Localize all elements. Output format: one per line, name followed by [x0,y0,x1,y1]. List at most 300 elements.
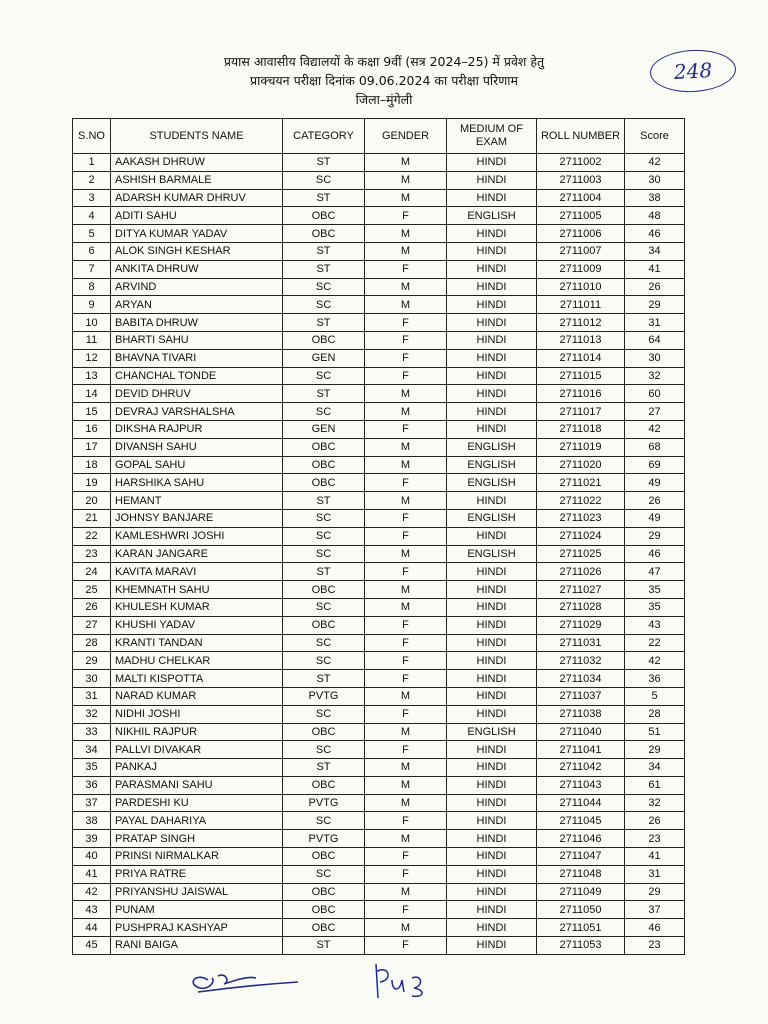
student-name-cell: DIVANSH SAHU [111,438,283,456]
medium-cell: HINDI [447,937,537,955]
serial-number-cell: 10 [73,314,111,332]
gender-cell: M [365,403,447,421]
medium-cell: HINDI [447,883,537,901]
gender-cell: F [365,848,447,866]
table-row [73,349,685,367]
table-row [73,883,685,901]
serial-number-cell: 20 [73,492,111,510]
roll-number-cell: 2711040 [537,723,625,741]
gender-cell: F [365,616,447,634]
gender-cell: M [365,154,447,172]
gender-cell: F [365,527,447,545]
category-cell: OBC [283,776,365,794]
roll-number-cell: 2711013 [537,331,625,349]
serial-number-cell: 5 [73,225,111,243]
category-cell: ST [283,385,365,403]
medium-cell: HINDI [447,171,537,189]
score-cell: 29 [625,883,685,901]
category-cell: ST [283,492,365,510]
student-name-cell: PARDESHI KU [111,794,283,812]
roll-number-cell: 2711044 [537,794,625,812]
student-name-cell: CHANCHAL TONDE [111,367,283,385]
medium-cell: HINDI [447,848,537,866]
column-header: STUDENTS NAME [111,119,283,154]
student-name-cell: PUNAM [111,901,283,919]
gender-cell: M [365,830,447,848]
serial-number-cell: 11 [73,331,111,349]
score-cell: 49 [625,509,685,527]
medium-cell: ENGLISH [447,545,537,563]
category-cell: OBC [283,723,365,741]
score-cell: 46 [625,225,685,243]
category-cell: PVTG [283,830,365,848]
gender-cell: F [365,865,447,883]
serial-number-cell: 7 [73,260,111,278]
medium-cell: HINDI [447,367,537,385]
student-name-cell: ARVIND [111,278,283,296]
gender-cell: F [365,207,447,225]
student-name-cell: ARYAN [111,296,283,314]
gender-cell: F [365,652,447,670]
student-name-cell: HEMANT [111,492,283,510]
gender-cell: F [365,741,447,759]
serial-number-cell: 35 [73,759,111,777]
roll-number-cell: 2711021 [537,474,625,492]
medium-cell: HINDI [447,812,537,830]
table-body [73,154,685,955]
student-name-cell: ANKITA DHRUW [111,260,283,278]
gender-cell: M [365,296,447,314]
student-name-cell: BHAVNA TIVARI [111,349,283,367]
category-cell: ST [283,670,365,688]
serial-number-cell: 40 [73,848,111,866]
medium-cell: HINDI [447,154,537,172]
medium-cell: HINDI [447,865,537,883]
category-cell: SC [283,812,365,830]
score-cell: 46 [625,545,685,563]
student-name-cell: MALTI KISPOTTA [111,670,283,688]
medium-cell: HINDI [447,598,537,616]
roll-number-cell: 2711034 [537,670,625,688]
serial-number-cell: 29 [73,652,111,670]
category-cell: OBC [283,456,365,474]
student-name-cell: KARAN JANGARE [111,545,283,563]
score-cell: 30 [625,349,685,367]
page-number-stamp: 248 [649,48,737,94]
student-name-cell: MADHU CHELKAR [111,652,283,670]
medium-cell: HINDI [447,278,537,296]
medium-cell: HINDI [447,492,537,510]
roll-number-cell: 2711038 [537,705,625,723]
score-cell: 26 [625,492,685,510]
medium-cell: HINDI [447,189,537,207]
gender-cell: M [365,776,447,794]
medium-cell: HINDI [447,581,537,599]
table-row [73,154,685,172]
gender-cell: F [365,474,447,492]
category-cell: GEN [283,349,365,367]
serial-number-cell: 19 [73,474,111,492]
header-district-line: जिला–मुंगेली [355,92,413,107]
gender-cell: F [365,901,447,919]
student-name-cell: KHEMNATH SAHU [111,581,283,599]
table-row [73,865,685,883]
table-row [73,705,685,723]
serial-number-cell: 22 [73,527,111,545]
score-cell: 23 [625,830,685,848]
roll-number-cell: 2711046 [537,830,625,848]
table-row [73,456,685,474]
score-cell: 29 [625,296,685,314]
table-row [73,670,685,688]
results-table [72,118,685,955]
medium-cell: HINDI [447,652,537,670]
student-name-cell: BABITA DHRUW [111,314,283,332]
roll-number-cell: 2711006 [537,225,625,243]
category-cell: OBC [283,616,365,634]
table-row [73,171,685,189]
category-cell: ST [283,937,365,955]
score-cell: 46 [625,919,685,937]
score-cell: 34 [625,242,685,260]
medium-cell: HINDI [447,616,537,634]
roll-number-cell: 2711017 [537,403,625,421]
category-cell: OBC [283,581,365,599]
serial-number-cell: 21 [73,509,111,527]
student-name-cell: AAKASH DHRUW [111,154,283,172]
student-name-cell: NIDHI JOSHI [111,705,283,723]
gender-cell: M [365,794,447,812]
score-cell: 28 [625,705,685,723]
serial-number-cell: 28 [73,634,111,652]
medium-cell: ENGLISH [447,207,537,225]
score-cell: 60 [625,385,685,403]
table-row [73,901,685,919]
student-name-cell: PARASMANI SAHU [111,776,283,794]
medium-cell: HINDI [447,919,537,937]
student-name-cell: BHARTI SAHU [111,331,283,349]
table-row [73,794,685,812]
signature-right [368,958,438,1002]
gender-cell: F [365,331,447,349]
roll-number-cell: 2711043 [537,776,625,794]
table-row [73,616,685,634]
table-row [73,260,685,278]
gender-cell: F [365,349,447,367]
roll-number-cell: 2711037 [537,687,625,705]
roll-number-cell: 2711019 [537,438,625,456]
serial-number-cell: 13 [73,367,111,385]
student-name-cell: DEVRAJ VARSHALSHA [111,403,283,421]
serial-number-cell: 26 [73,598,111,616]
column-header: MEDIUM OF EXAM [447,119,537,154]
score-cell: 47 [625,563,685,581]
score-cell: 61 [625,776,685,794]
medium-cell: HINDI [447,901,537,919]
table-row [73,474,685,492]
medium-cell: HINDI [447,563,537,581]
serial-number-cell: 42 [73,883,111,901]
student-name-cell: PUSHPRAJ KASHYAP [111,919,283,937]
table-row [73,723,685,741]
medium-cell: HINDI [447,296,537,314]
table-row [73,545,685,563]
score-cell: 31 [625,865,685,883]
roll-number-cell: 2711011 [537,296,625,314]
student-name-cell: JOHNSY BANJARE [111,509,283,527]
score-cell: 69 [625,456,685,474]
score-cell: 42 [625,154,685,172]
column-header: S.NO [73,119,111,154]
score-cell: 30 [625,171,685,189]
serial-number-cell: 6 [73,242,111,260]
student-name-cell: DITYA KUMAR YADAV [111,225,283,243]
score-cell: 43 [625,616,685,634]
gender-cell: M [365,438,447,456]
serial-number-cell: 24 [73,563,111,581]
table-row [73,598,685,616]
medium-cell: HINDI [447,385,537,403]
student-name-cell: NIKHIL RAJPUR [111,723,283,741]
category-cell: SC [283,296,365,314]
table-row [73,652,685,670]
student-name-cell: PRATAP SINGH [111,830,283,848]
gender-cell: M [365,189,447,207]
table-row [73,687,685,705]
serial-number-cell: 33 [73,723,111,741]
gender-cell: M [365,456,447,474]
student-name-cell: ASHISH BARMALE [111,171,283,189]
student-name-cell: GOPAL SAHU [111,456,283,474]
table-row [73,581,685,599]
medium-cell: HINDI [447,830,537,848]
table-row [73,492,685,510]
table-row [73,385,685,403]
category-cell: ST [283,260,365,278]
score-cell: 23 [625,937,685,955]
category-cell: SC [283,652,365,670]
medium-cell: ENGLISH [447,509,537,527]
serial-number-cell: 8 [73,278,111,296]
gender-cell: F [365,367,447,385]
score-cell: 51 [625,723,685,741]
signature-left [178,958,308,998]
gender-cell: M [365,171,447,189]
gender-cell: M [365,723,447,741]
table-row [73,919,685,937]
serial-number-cell: 3 [73,189,111,207]
medium-cell: HINDI [447,242,537,260]
serial-number-cell: 4 [73,207,111,225]
table-row [73,759,685,777]
table-row [73,242,685,260]
category-cell: SC [283,634,365,652]
serial-number-cell: 45 [73,937,111,955]
roll-number-cell: 2711051 [537,919,625,937]
roll-number-cell: 2711032 [537,652,625,670]
roll-number-cell: 2711022 [537,492,625,510]
student-name-cell: NARAD KUMAR [111,687,283,705]
gender-cell: F [365,812,447,830]
table-row [73,563,685,581]
category-cell: SC [283,278,365,296]
category-cell: OBC [283,331,365,349]
category-cell: OBC [283,474,365,492]
gender-cell: F [365,634,447,652]
medium-cell: ENGLISH [447,456,537,474]
gender-cell: M [365,278,447,296]
student-name-cell: ALOK SINGH KESHAR [111,242,283,260]
roll-number-cell: 2711020 [537,456,625,474]
student-name-cell: PRIYANSHU JAISWAL [111,883,283,901]
gender-cell: F [365,420,447,438]
gender-cell: F [365,937,447,955]
table-row [73,207,685,225]
student-name-cell: HARSHIKA SAHU [111,474,283,492]
roll-number-cell: 2711053 [537,937,625,955]
medium-cell: ENGLISH [447,438,537,456]
score-cell: 41 [625,260,685,278]
serial-number-cell: 14 [73,385,111,403]
category-cell: SC [283,741,365,759]
roll-number-cell: 2711041 [537,741,625,759]
student-name-cell: KAMLESHWRI JOSHI [111,527,283,545]
score-cell: 38 [625,189,685,207]
score-cell: 68 [625,438,685,456]
roll-number-cell: 2711018 [537,420,625,438]
serial-number-cell: 27 [73,616,111,634]
roll-number-cell: 2711012 [537,314,625,332]
student-name-cell: KHULESH KUMAR [111,598,283,616]
roll-number-cell: 2711025 [537,545,625,563]
column-header: Score [625,119,685,154]
serial-number-cell: 36 [73,776,111,794]
category-cell: OBC [283,901,365,919]
score-cell: 29 [625,741,685,759]
category-cell: OBC [283,883,365,901]
medium-cell: HINDI [447,687,537,705]
gender-cell: F [365,563,447,581]
table-row [73,438,685,456]
category-cell: SC [283,509,365,527]
category-cell: ST [283,314,365,332]
roll-number-cell: 2711027 [537,581,625,599]
serial-number-cell: 30 [73,670,111,688]
gender-cell: M [365,225,447,243]
table-row [73,331,685,349]
gender-cell: M [365,598,447,616]
score-cell: 41 [625,848,685,866]
roll-number-cell: 2711042 [537,759,625,777]
serial-number-cell: 38 [73,812,111,830]
roll-number-cell: 2711007 [537,242,625,260]
category-cell: SC [283,705,365,723]
roll-number-cell: 2711002 [537,154,625,172]
gender-cell: M [365,242,447,260]
roll-number-cell: 2711010 [537,278,625,296]
gender-cell: M [365,545,447,563]
roll-number-cell: 2711024 [537,527,625,545]
table-row [73,314,685,332]
category-cell: SC [283,171,365,189]
roll-number-cell: 2711045 [537,812,625,830]
score-cell: 27 [625,403,685,421]
header-title-line: प्रयास आवासीय विद्यालयों के कक्षा 9वीं (सत्र 2024–25) में प्रवेश हेतु [223,54,545,69]
column-header: GENDER [365,119,447,154]
gender-cell: M [365,687,447,705]
table-row [73,527,685,545]
student-name-cell: KAVITA MARAVI [111,563,283,581]
medium-cell: HINDI [447,260,537,278]
score-cell: 42 [625,420,685,438]
serial-number-cell: 18 [73,456,111,474]
roll-number-cell: 2711029 [537,616,625,634]
table-row [73,634,685,652]
medium-cell: HINDI [447,349,537,367]
roll-number-cell: 2711003 [537,171,625,189]
table-row [73,296,685,314]
student-name-cell: ADITI SAHU [111,207,283,225]
table-row [73,189,685,207]
table-row [73,741,685,759]
student-name-cell: DEVID DHRUV [111,385,283,403]
score-cell: 37 [625,901,685,919]
category-cell: ST [283,242,365,260]
score-cell: 64 [625,331,685,349]
category-cell: OBC [283,438,365,456]
medium-cell: ENGLISH [447,723,537,741]
student-name-cell: PAYAL DAHARIYA [111,812,283,830]
serial-number-cell: 2 [73,171,111,189]
category-cell: OBC [283,919,365,937]
roll-number-cell: 2711026 [537,563,625,581]
medium-cell: HINDI [447,331,537,349]
medium-cell: HINDI [447,759,537,777]
category-cell: ST [283,759,365,777]
score-cell: 32 [625,367,685,385]
serial-number-cell: 15 [73,403,111,421]
category-cell: PVTG [283,687,365,705]
gender-cell: M [365,385,447,403]
gender-cell: F [365,705,447,723]
medium-cell: HINDI [447,794,537,812]
category-cell: OBC [283,225,365,243]
student-name-cell: KHUSHI YADAV [111,616,283,634]
roll-number-cell: 2711004 [537,189,625,207]
gender-cell: M [365,492,447,510]
table-row [73,509,685,527]
gender-cell: M [365,883,447,901]
roll-number-cell: 2711009 [537,260,625,278]
serial-number-cell: 9 [73,296,111,314]
table-row [73,367,685,385]
roll-number-cell: 2711014 [537,349,625,367]
medium-cell: HINDI [447,670,537,688]
roll-number-cell: 2711047 [537,848,625,866]
column-header: ROLL NUMBER [537,119,625,154]
category-cell: SC [283,527,365,545]
gender-cell: F [365,509,447,527]
serial-number-cell: 43 [73,901,111,919]
serial-number-cell: 31 [73,687,111,705]
serial-number-cell: 32 [73,705,111,723]
table-row [73,420,685,438]
table-row [73,776,685,794]
serial-number-cell: 16 [73,420,111,438]
score-cell: 22 [625,634,685,652]
medium-cell: HINDI [447,741,537,759]
student-name-cell: PALLVI DIVAKAR [111,741,283,759]
